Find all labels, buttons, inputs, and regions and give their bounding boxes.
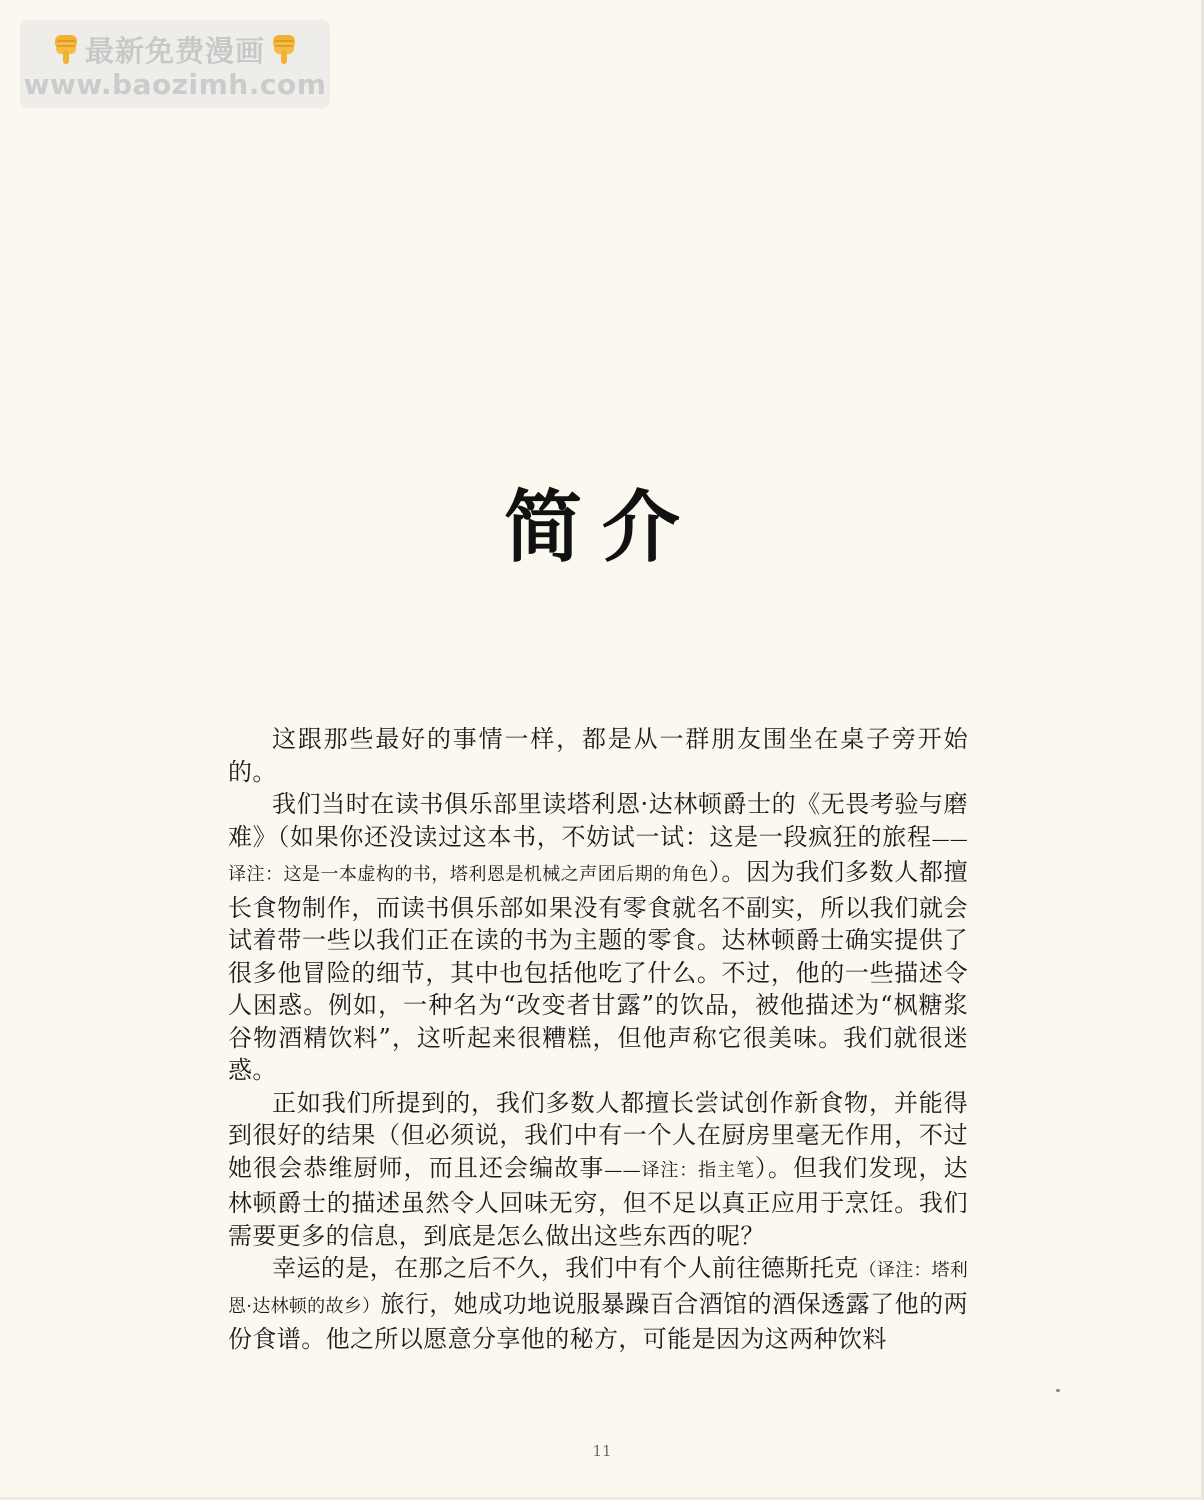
paragraph xyxy=(228,1252,968,1356)
body-text xyxy=(228,723,968,1356)
paragraph xyxy=(228,788,968,1087)
paragraph-text: 正如我们所提到的，我们多数人都擅长尝试创作新食物，并能得到很好的结果（但必须说，我们中有一个人在厨房里毫无作用，不过她很会恭维厨师，而且还会编故事 xyxy=(228,1088,968,1182)
page-number: 11 xyxy=(592,1442,612,1460)
paragraph-text: 旅行，她成功地说服暴躁百合酒馆的酒保透露了他的两份食谱。他之所以愿意分享他的秘方，可能是因为这两种饮料 xyxy=(228,1289,968,1353)
paragraph-text: 这跟那些最好的事情一样，都是从一群朋友围坐在桌子旁开始的。 xyxy=(228,725,968,786)
paragraph-text: 幸运的是，在那之后不久，我们中有个人前往德斯托克 xyxy=(272,1254,859,1282)
paragraph-text: 我们当时在读书俱乐部里读塔利恩·达林顿爵士的《无畏考验与磨难》（如果你还没读过这本书，不妨试一试：这是一段疯狂的旅程 xyxy=(228,790,968,851)
watermark-url[interactable]: www.baozimh.com xyxy=(23,68,327,101)
pointing-down-hand-icon xyxy=(51,32,81,66)
translator-note: ——译注：这是一本虚构的书，塔利恩是机械之声团后期的角色 xyxy=(228,828,968,885)
watermark-line1 xyxy=(20,30,330,68)
watermark-text: 最新免费漫画 xyxy=(84,33,265,68)
translator-note: （译注：塔利恩·达林顿的故乡） xyxy=(228,1260,968,1317)
pointing-down-hand-icon xyxy=(269,32,299,66)
paper-speck xyxy=(1056,1389,1060,1392)
paragraph xyxy=(228,723,968,788)
watermark-banner[interactable] xyxy=(20,20,330,108)
page-title: 简介 xyxy=(503,483,700,573)
paragraph xyxy=(228,1087,968,1253)
paragraph-text: ）。因为我们多数人都擅长食物制作，而读书俱乐部如果没有零食就名不副实，所以我们就会试着带一些以我们正在读的书为主题的零食。达林顿爵士确实提供了很多他冒险的细节，其中也包括他吃了什么。不过，他的一些描述令人困惑。例如，一种名为“改变者甘露”的饮品，被他描述为“枫糖浆谷物酒精饮料”，这听起来很糟糕，但他声称它很美味。我们就很迷惑。 xyxy=(228,858,968,1084)
paragraph-text: ）。但我们发现，达林顿爵士的描述虽然令人回味无穷，但不足以真正应用于烹饪。我们需要更多的信息，到底是怎么做出这些东西的呢？ xyxy=(228,1153,968,1250)
translator-note: ——译注：指主笔 xyxy=(604,1159,755,1181)
